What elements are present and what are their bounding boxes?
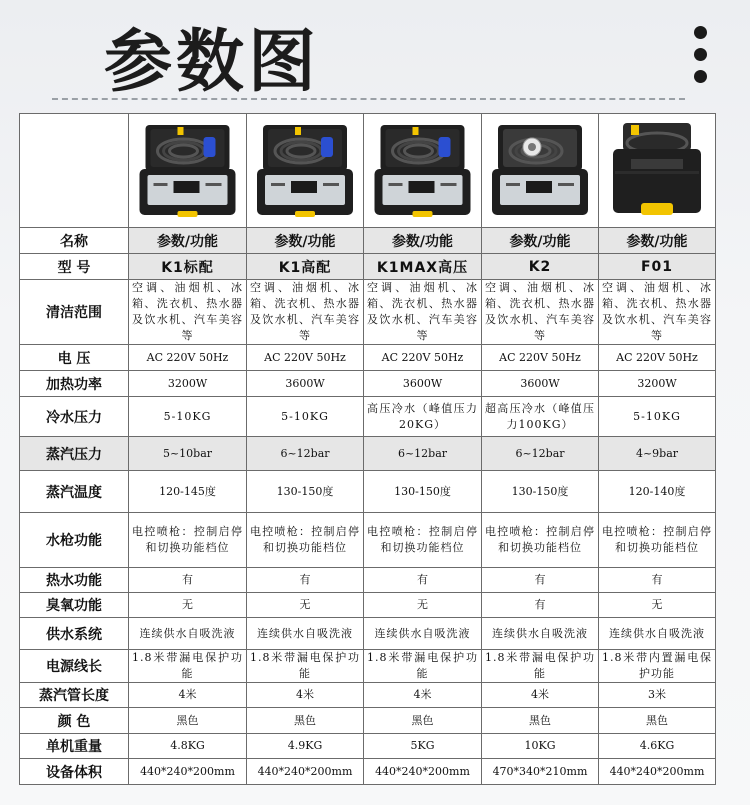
spec-cell: 3600W [482,371,599,397]
row-label: 电 压 [20,345,129,371]
corner-cell [20,114,129,228]
spec-row-steam_p [20,437,716,471]
spec-cell: 高压冷水（峰值压力20KG） [364,397,482,437]
spec-row-weight [20,734,716,759]
spec-cell: 有 [247,568,364,593]
spec-cell: 4.9KG [247,734,364,759]
spec-row-hose [20,683,716,708]
spec-cell: 4米 [482,683,599,708]
spec-row-supply [20,618,716,650]
spec-cell: AC 220V 50Hz [482,345,599,371]
column-header: 参数/功能 [247,228,364,254]
spec-cell: 空调、油烟机、冰箱、洗衣机、热水器及饮水机、汽车美容等 [482,280,599,345]
spec-cell: 3600W [364,371,482,397]
spec-cell: 有 [482,568,599,593]
spec-cell: 1.8米带漏电保护功能 [364,650,482,683]
spec-cell: K1高配 [247,254,364,280]
dashed-divider [52,98,685,100]
spec-cell: AC 220V 50Hz [247,345,364,371]
product-image [599,114,716,228]
spec-row-model [20,254,716,280]
spec-cell: 4米 [364,683,482,708]
row-label: 清洁范围 [20,280,129,345]
spec-cell: 黑色 [482,708,599,734]
header-row [20,228,716,254]
spec-cell: 黑色 [364,708,482,734]
row-label: 加热功率 [20,371,129,397]
spec-cell: 4.8KG [129,734,247,759]
spec-cell: 无 [364,593,482,618]
column-header: 参数/功能 [482,228,599,254]
spec-cell: 有 [129,568,247,593]
spec-cell: 6~12bar [364,437,482,471]
spec-cell: 5~10bar [129,437,247,471]
spec-cell: 空调、油烟机、冰箱、洗衣机、热水器及饮水机、汽车美容等 [247,280,364,345]
row-label: 颜 色 [20,708,129,734]
spec-cell: 电控喷枪：控制启停和切换功能档位 [364,513,482,568]
spec-cell: 连续供水自吸洗液 [129,618,247,650]
spec-cell: 1.8米带漏电保护功能 [247,650,364,683]
spec-cell: 电控喷枪：控制启停和切换功能档位 [599,513,716,568]
spec-cell: 无 [129,593,247,618]
spec-cell: 4米 [247,683,364,708]
spec-cell: 1.8米带漏电保护功能 [129,650,247,683]
spec-cell: 130-150度 [247,471,364,513]
row-label: 蒸汽压力 [20,437,129,471]
row-label: 供水系统 [20,618,129,650]
spec-cell: 电控喷枪：控制启停和切换功能档位 [247,513,364,568]
spec-cell: 3200W [129,371,247,397]
spec-cell: 电控喷枪：控制启停和切换功能档位 [482,513,599,568]
row-label: 电源线长 [20,650,129,683]
spec-cell: 连续供水自吸洗液 [247,618,364,650]
spec-cell: F01 [599,254,716,280]
spec-cell: 无 [599,593,716,618]
spec-row-color [20,708,716,734]
spec-cell: K2 [482,254,599,280]
spec-cell: 6~12bar [482,437,599,471]
spec-row-ozone [20,593,716,618]
row-label: 蒸汽温度 [20,471,129,513]
spec-cell: 无 [247,593,364,618]
spec-row-cable [20,650,716,683]
spec-cell: 1.8米带内置漏电保护功能 [599,650,716,683]
spec-cell: 连续供水自吸洗液 [599,618,716,650]
spec-cell: 4~9bar [599,437,716,471]
spec-cell: 连续供水自吸洗液 [482,618,599,650]
spec-cell: 5-10KG [129,397,247,437]
spec-cell: 440*240*200mm [247,759,364,785]
product-image [247,114,364,228]
spec-cell: 130-150度 [364,471,482,513]
spec-cell: AC 220V 50Hz [129,345,247,371]
spec-cell: 120-140度 [599,471,716,513]
spec-cell: 130-150度 [482,471,599,513]
row-label: 蒸汽管长度 [20,683,129,708]
spec-cell: 3600W [247,371,364,397]
spec-cell: 有 [482,593,599,618]
spec-table [19,113,716,785]
spec-cell: 电控喷枪：控制启停和切换功能档位 [129,513,247,568]
spec-cell: 有 [364,568,482,593]
spec-cell: 6~12bar [247,437,364,471]
product-image [129,114,247,228]
row-label: 型 号 [20,254,129,280]
spec-cell: K1MAX高压 [364,254,482,280]
spec-cell: 空调、油烟机、冰箱、洗衣机、热水器及饮水机、汽车美容等 [364,280,482,345]
spec-cell: AC 220V 50Hz [364,345,482,371]
spec-cell: 空调、油烟机、冰箱、洗衣机、热水器及饮水机、汽车美容等 [129,280,247,345]
spec-row-cold [20,397,716,437]
spec-cell: 空调、油烟机、冰箱、洗衣机、热水器及饮水机、汽车美容等 [599,280,716,345]
row-label: 臭氧功能 [20,593,129,618]
column-header: 参数/功能 [364,228,482,254]
spec-cell: 1.8米带漏电保护功能 [482,650,599,683]
spec-cell: 120-145度 [129,471,247,513]
spec-cell: 5-10KG [599,397,716,437]
spec-cell: 4.6KG [599,734,716,759]
spec-cell: 440*240*200mm [364,759,482,785]
spec-cell: 4米 [129,683,247,708]
spec-cell: 5KG [364,734,482,759]
spec-row-steam_t [20,471,716,513]
row-label: 单机重量 [20,734,129,759]
product-image [364,114,482,228]
more-dots-icon [694,26,707,92]
row-label: 冷水压力 [20,397,129,437]
spec-cell: 3200W [599,371,716,397]
spec-cell: 5-10KG [247,397,364,437]
spec-cell: 3米 [599,683,716,708]
product-image [482,114,599,228]
spec-cell: 10KG [482,734,599,759]
spec-cell: 黑色 [129,708,247,734]
spec-cell: 440*240*200mm [599,759,716,785]
spec-cell: 黑色 [599,708,716,734]
spec-cell: 黑色 [247,708,364,734]
spec-row-gun [20,513,716,568]
row-label: 名称 [20,228,129,254]
spec-cell: K1标配 [129,254,247,280]
spec-cell: 超高压冷水（峰值压力100KG） [482,397,599,437]
row-label: 设备体积 [20,759,129,785]
column-header: 参数/功能 [599,228,716,254]
spec-cell: AC 220V 50Hz [599,345,716,371]
row-label: 热水功能 [20,568,129,593]
row-label: 水枪功能 [20,513,129,568]
spec-row-power [20,371,716,397]
spec-row-voltage [20,345,716,371]
spec-cell: 有 [599,568,716,593]
spec-row-size [20,759,716,785]
page-title: 参数图 [104,23,321,102]
spec-cell: 440*240*200mm [129,759,247,785]
spec-row-clean [20,280,716,345]
spec-cell: 连续供水自吸洗液 [364,618,482,650]
spec-row-hot [20,568,716,593]
image-row [20,114,716,228]
column-header: 参数/功能 [129,228,247,254]
spec-cell: 470*340*210mm [482,759,599,785]
